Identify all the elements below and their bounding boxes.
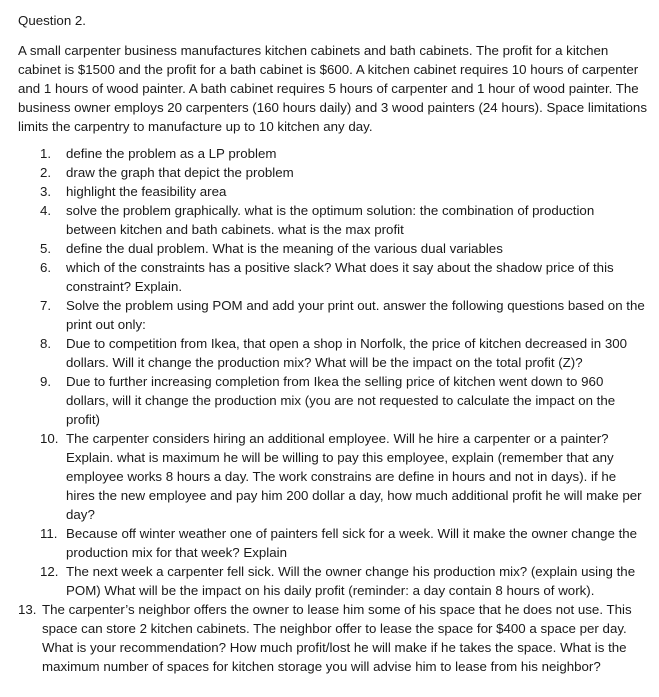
item-text: The carpenter considers hiring an additional employee. Will he hire a carpenter or a painter? Explain. what is maximum he will be willing to pay this employee, explain (remember that any employee works 8 hours a day. The work constrains are define in hours and not in days). if he hires the new employee and pay him 200 dollar a day, how much additional profit he will make per day? xyxy=(66,431,642,522)
item-number: 9. xyxy=(40,374,52,389)
item-text: Due to competition from Ikea, that open a shop in Norfolk, the price of kitchen decreased in 300 dollars. Will it change the production mix? What will be the impact on the total profit (Z)? xyxy=(66,336,628,370)
item-text: draw the graph that depict the problem xyxy=(66,165,294,180)
problem-statement: A small carpenter business manufactures kitchen cabinets and bath cabinets. The profit for a kitchen cabinet is $1500 and the profit for a bath cabinet is $600. A kitchen cabinet requires 10 hours of carpenter and 1 hours of wood painter. A bath cabinet requires 5 hours of carpenter and 1 hour of wood painter. The business owner employs 20 carpenters (160 hours daily) and 3 wood painters (24 hours). Space limitations limits the carpentry to manufacture up to 10 kitchen any day. xyxy=(18,43,647,134)
list-item xyxy=(18,372,648,429)
list-item xyxy=(18,163,648,182)
list-item xyxy=(18,182,648,201)
list-item xyxy=(18,239,648,258)
item-number: 13. xyxy=(18,602,37,617)
item-text: solve the problem graphically. what is the optimum solution: the combination of production between kitchen and bath cabinets. what is the max profit xyxy=(66,203,595,237)
item-number: 8. xyxy=(40,336,52,351)
list-item xyxy=(18,258,648,296)
item-text: Due to further increasing completion from Ikea the selling price of kitchen went down to 960 dollars, will it change the production mix (you are not requested to calculate the impact on the profit) xyxy=(66,374,616,427)
question-list xyxy=(18,144,648,676)
item-text: The next week a carpenter fell sick. Will the owner change his production mix? (explain using the POM) What will be the impact on his daily profit (reminder: a day contain 8 hours of work). xyxy=(66,564,636,598)
item-number: 12. xyxy=(40,564,59,579)
list-item xyxy=(18,524,648,562)
item-number: 10. xyxy=(40,431,59,446)
item-number: 11. xyxy=(40,526,58,541)
item-number: 5. xyxy=(40,241,52,256)
item-number: 3. xyxy=(40,184,52,199)
item-text: define the problem as a LP problem xyxy=(66,146,277,161)
item-number: 1. xyxy=(40,146,52,161)
item-text: The carpenter’s neighbor offers the owner to lease him some of his space that he does not use. This space can store 2 kitchen cabinets. The neighbor offer to lease the space for $400 a space per day. What is your recommendation? How much profit/lost he will make if he takes the space. What is the maximum number of spaces for kitchen storage you will advise him to lease from his neighbor? xyxy=(42,602,632,674)
item-text: Because off winter weather one of painters fell sick for a week. Will it make the owner change the production mix for that week? Explain xyxy=(66,526,638,560)
list-item xyxy=(18,144,648,163)
list-item xyxy=(18,334,648,372)
item-text: define the dual problem. What is the meaning of the various dual variables xyxy=(66,241,503,256)
list-item xyxy=(18,296,648,334)
list-item xyxy=(18,429,648,524)
item-number: 7. xyxy=(40,298,52,313)
item-number: 2. xyxy=(40,165,52,180)
question-heading: Question 2. xyxy=(18,13,87,28)
item-number: 4. xyxy=(40,203,52,218)
list-item xyxy=(18,600,648,676)
list-item xyxy=(18,562,648,600)
item-text: which of the constraints has a positive slack? What does it say about the shadow price of this constraint? Explain. xyxy=(66,260,614,294)
document xyxy=(18,11,648,676)
item-text: highlight the feasibility area xyxy=(66,184,227,199)
item-text: Solve the problem using POM and add your print out. answer the following questions based on the print out only: xyxy=(66,298,645,332)
item-number: 6. xyxy=(40,260,52,275)
list-item xyxy=(18,201,648,239)
